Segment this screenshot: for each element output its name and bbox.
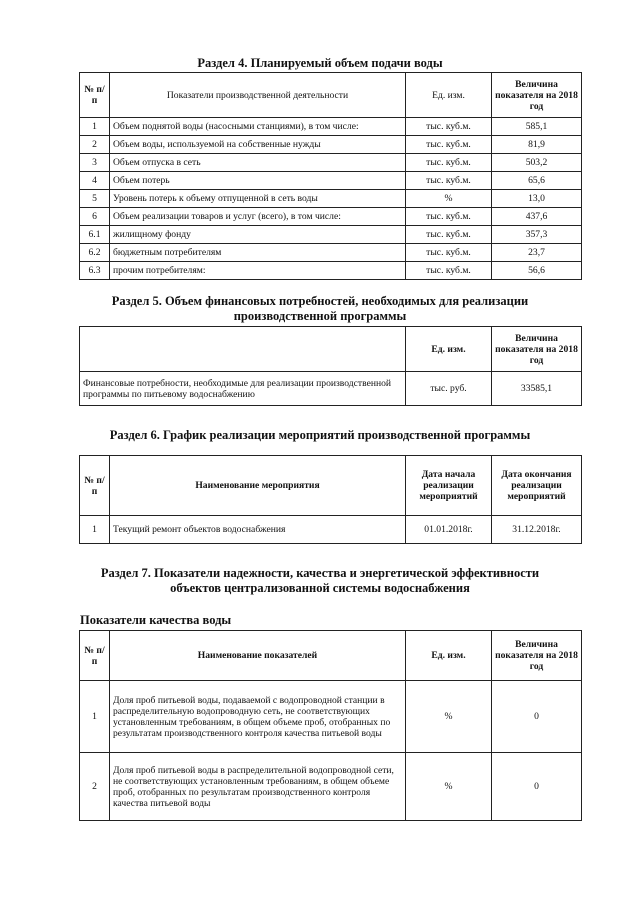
table-row [80, 172, 582, 190]
header-unit: Ед. изм. [406, 327, 492, 372]
header-num: № п/п [80, 73, 110, 118]
table-row [80, 262, 582, 280]
row-num: 4 [80, 172, 110, 190]
row-num: 1 [80, 516, 110, 544]
row-num: 6.3 [80, 262, 110, 280]
row-name: Доля проб питьевой воды в распределительной водопроводной сети, не соответствующих установленным требованиям, в общем объеме проб, отобранных по результатам производственного контроля качества питьевой воды [110, 753, 406, 821]
row-value: 357,3 [492, 226, 582, 244]
section-7-subtitle: Показатели качества воды [80, 613, 232, 627]
row-name: Доля проб питьевой воды, подаваемой с водопроводной станции в распределительную водопроводную сеть, не соответствующих установленным требованиям, в общем объеме проб, отобранных по результатам производственного контроля качества питьевой воды [110, 681, 406, 753]
table-header-row [80, 73, 582, 118]
row-name: Объем реализации товаров и услуг (всего), в том числе: [110, 208, 406, 226]
header-end: Дата окончания реализации мероприятий [492, 456, 582, 516]
row-name: Объем потерь [110, 172, 406, 190]
row-value: 33585,1 [492, 372, 582, 406]
row-unit: тыс. куб.м. [406, 208, 492, 226]
table-row [80, 226, 582, 244]
table-header-row [80, 327, 582, 372]
section-6-table [79, 455, 582, 544]
row-end: 31.12.2018г. [492, 516, 582, 544]
table-row [80, 753, 582, 821]
section-6-title: Раздел 6. График реализации мероприятий производственной программы [109, 428, 531, 442]
section-4-table [79, 72, 582, 280]
row-value: 0 [492, 681, 582, 753]
row-num: 6 [80, 208, 110, 226]
row-value: 503,2 [492, 154, 582, 172]
row-unit: тыс. куб.м. [406, 118, 492, 136]
table-row [80, 372, 582, 406]
row-name: бюджетным потребителям [110, 244, 406, 262]
row-unit: тыс. куб.м. [406, 244, 492, 262]
row-num: 1 [80, 118, 110, 136]
header-empty [80, 327, 406, 372]
header-unit: Ед. изм. [406, 631, 492, 681]
row-value: 585,1 [492, 118, 582, 136]
row-name: жилищному фонду [110, 226, 406, 244]
row-name: прочим потребителям: [110, 262, 406, 280]
row-num: 1 [80, 681, 110, 753]
row-name: Уровень потерь к объему отпущенной в сеть воды [110, 190, 406, 208]
table-header-row [80, 456, 582, 516]
table-row [80, 118, 582, 136]
row-value: 65,6 [492, 172, 582, 190]
header-unit: Ед. изм. [406, 73, 492, 118]
row-name: Финансовые потребности, необходимые для реализации производственной программы по питьевому водоснабжению [80, 372, 406, 406]
header-name: Наименование показателей [110, 631, 406, 681]
section-4-title: Раздел 4. Планируемый объем подачи воды [197, 56, 443, 70]
row-unit: тыс. куб.м. [406, 154, 492, 172]
section-5-table [79, 326, 582, 406]
row-num: 6.1 [80, 226, 110, 244]
table-row [80, 154, 582, 172]
row-name: Текущий ремонт объектов водоснабжения [110, 516, 406, 544]
row-unit: % [406, 190, 492, 208]
section-7-title-line2: объектов централизованной системы водоснабжения [170, 581, 470, 595]
table-row [80, 516, 582, 544]
row-unit: тыс. куб.м. [406, 226, 492, 244]
row-name: Объем поднятой воды (насосными станциями), в том числе: [110, 118, 406, 136]
row-num: 2 [80, 753, 110, 821]
table-row [80, 681, 582, 753]
header-name: Наименование мероприятия [110, 456, 406, 516]
row-unit: тыс. руб. [406, 372, 492, 406]
header-start: Дата начала реализации мероприятий [406, 456, 492, 516]
row-value: 81,9 [492, 136, 582, 154]
table-row [80, 190, 582, 208]
row-num: 3 [80, 154, 110, 172]
section-5-title-line2: производственной программы [233, 309, 407, 323]
row-value: 437,6 [492, 208, 582, 226]
row-unit: % [406, 681, 492, 753]
table-header-row [80, 631, 582, 681]
table-row [80, 244, 582, 262]
header-value: Величина показателя на 2018 год [492, 631, 582, 681]
row-num: 6.2 [80, 244, 110, 262]
header-value: Величина показателя на 2018 год [492, 327, 582, 372]
row-value: 13,0 [492, 190, 582, 208]
section-7-title: Раздел 7. Показатели надежности, качества и энергетической эффективности [100, 566, 540, 580]
section-7-table [79, 630, 582, 821]
section-5-title: Раздел 5. Объем финансовых потребностей, необходимых для реализации [111, 294, 529, 308]
table-row [80, 208, 582, 226]
header-name: Показатели производственной деятельности [110, 73, 406, 118]
row-value: 23,7 [492, 244, 582, 262]
row-unit: тыс. куб.м. [406, 172, 492, 190]
row-value: 56,6 [492, 262, 582, 280]
row-unit: % [406, 753, 492, 821]
header-value: Величина показателя на 2018 год [492, 73, 582, 118]
row-value: 0 [492, 753, 582, 821]
row-name: Объем отпуска в сеть [110, 154, 406, 172]
header-num: № п/п [80, 631, 110, 681]
row-start: 01.01.2018г. [406, 516, 492, 544]
row-unit: тыс. куб.м. [406, 262, 492, 280]
header-num: № п/п [80, 456, 110, 516]
row-num: 2 [80, 136, 110, 154]
row-unit: тыс. куб.м. [406, 136, 492, 154]
row-num: 5 [80, 190, 110, 208]
row-name: Объем воды, используемой на собственные нужды [110, 136, 406, 154]
table-row [80, 136, 582, 154]
